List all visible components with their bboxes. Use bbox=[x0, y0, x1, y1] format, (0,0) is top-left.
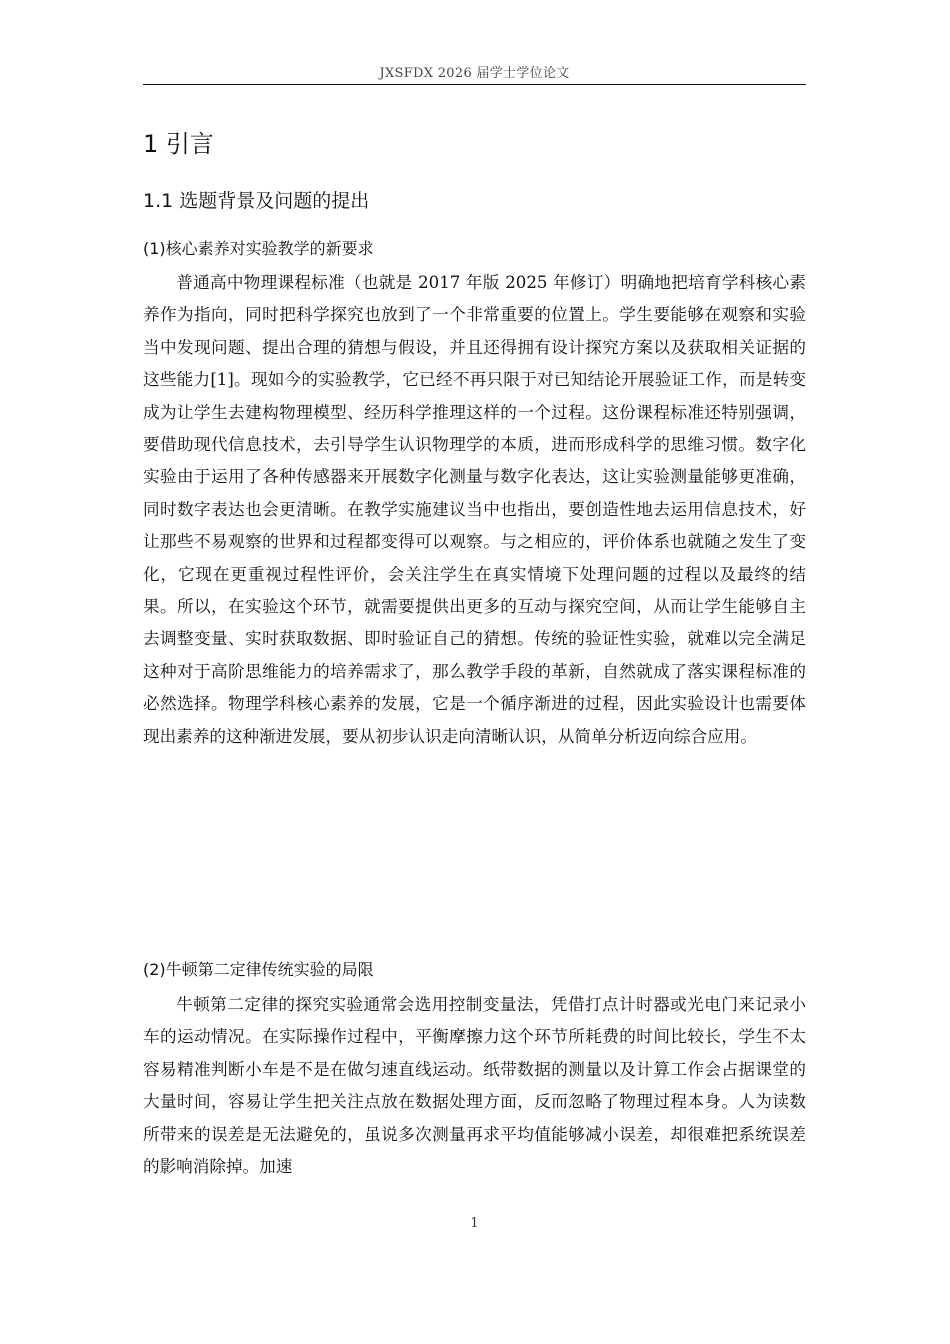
header-divider bbox=[143, 84, 806, 85]
body-paragraph-1: 普通高中物理课程标准（也就是 2017 年版 2025 年修订）明确地把培育学科核心素养作为指向，同时把科学探究也放到了一个非常重要的位置上。学生要能够在观察和实验当中发现问题、提出合理的猜想与假设，并且还得拥有设计探究方案以及获取相关证据的这些能力[1]。现如今的实验教学，它已经不再只限于对已知结论开展验证工作，而是转变成为让学生去建构物理模型、经历科学推理这样的一个过程。这份课程标准还特别强调，要借助现代信息技术，去引导学生认识物理学的本质，进而形成科学的思维习惯。数字化实验由于运用了各种传感器来开展数字化测量与数字化表达，这让实验测量能够更准确，同时数字表达也会更清晰。在教学实施建议当中也指出，要创造性地去运用信息技术，好让那些不易观察的世界和过程都变得可以观察。与之相应的，评价体系也就随之发生了变化，它现在更重视过程性评价，会关注学生在真实情境下处理问题的过程以及最终的结果。所以，在实验这个环节，就需要提供出更多的互动与探究空间，从而让学生能够自主去调整变量、实时获取数据、即时验证自己的猜想。传统的验证性实验，就难以完全满足这种对于高阶思维能力的培养需求了，那么教学手段的革新，自然就成了落实课程标准的必然选择。物理学科核心素养的发展，它是一个循序渐进的过程，因此实验设计也需要体现出素养的这种渐进发展，要从初步认识走向清晰认识，从简单分析迈向综合应用。 bbox=[143, 273, 806, 746]
subsection-heading-1: (1)核心素养对实验教学的新要求 bbox=[143, 239, 374, 258]
page-number: 1 bbox=[470, 1216, 479, 1231]
body-paragraph-2: 牛顿第二定律的探究实验通常会选用控制变量法，凭借打点计时器或光电门来记录小车的运动情况。在实际操作过程中，平衡摩擦力这个环节所耗费的时间比较长，学生不太容易精准判断小车是不是在做匀速直线运动。纸带数据的测量以及计算工作会占据课堂的大量时间，容易让学生把关注点放在数据处理方面，反而忽略了物理过程本身。人为读数所带来的误差是无法避免的，虽说多次测量再求平均值能够减小误差，却很难把系统误差的影响消除掉。加速 bbox=[143, 995, 806, 1177]
section-title: 1.1 选题背景及问题的提出 bbox=[143, 190, 370, 212]
subsection-heading-2: (2)牛顿第二定律传统实验的局限 bbox=[143, 960, 374, 979]
chapter-title: 1 引言 bbox=[143, 130, 214, 158]
running-header: JXSFDX 2026 届学士学位论文 bbox=[379, 66, 570, 81]
